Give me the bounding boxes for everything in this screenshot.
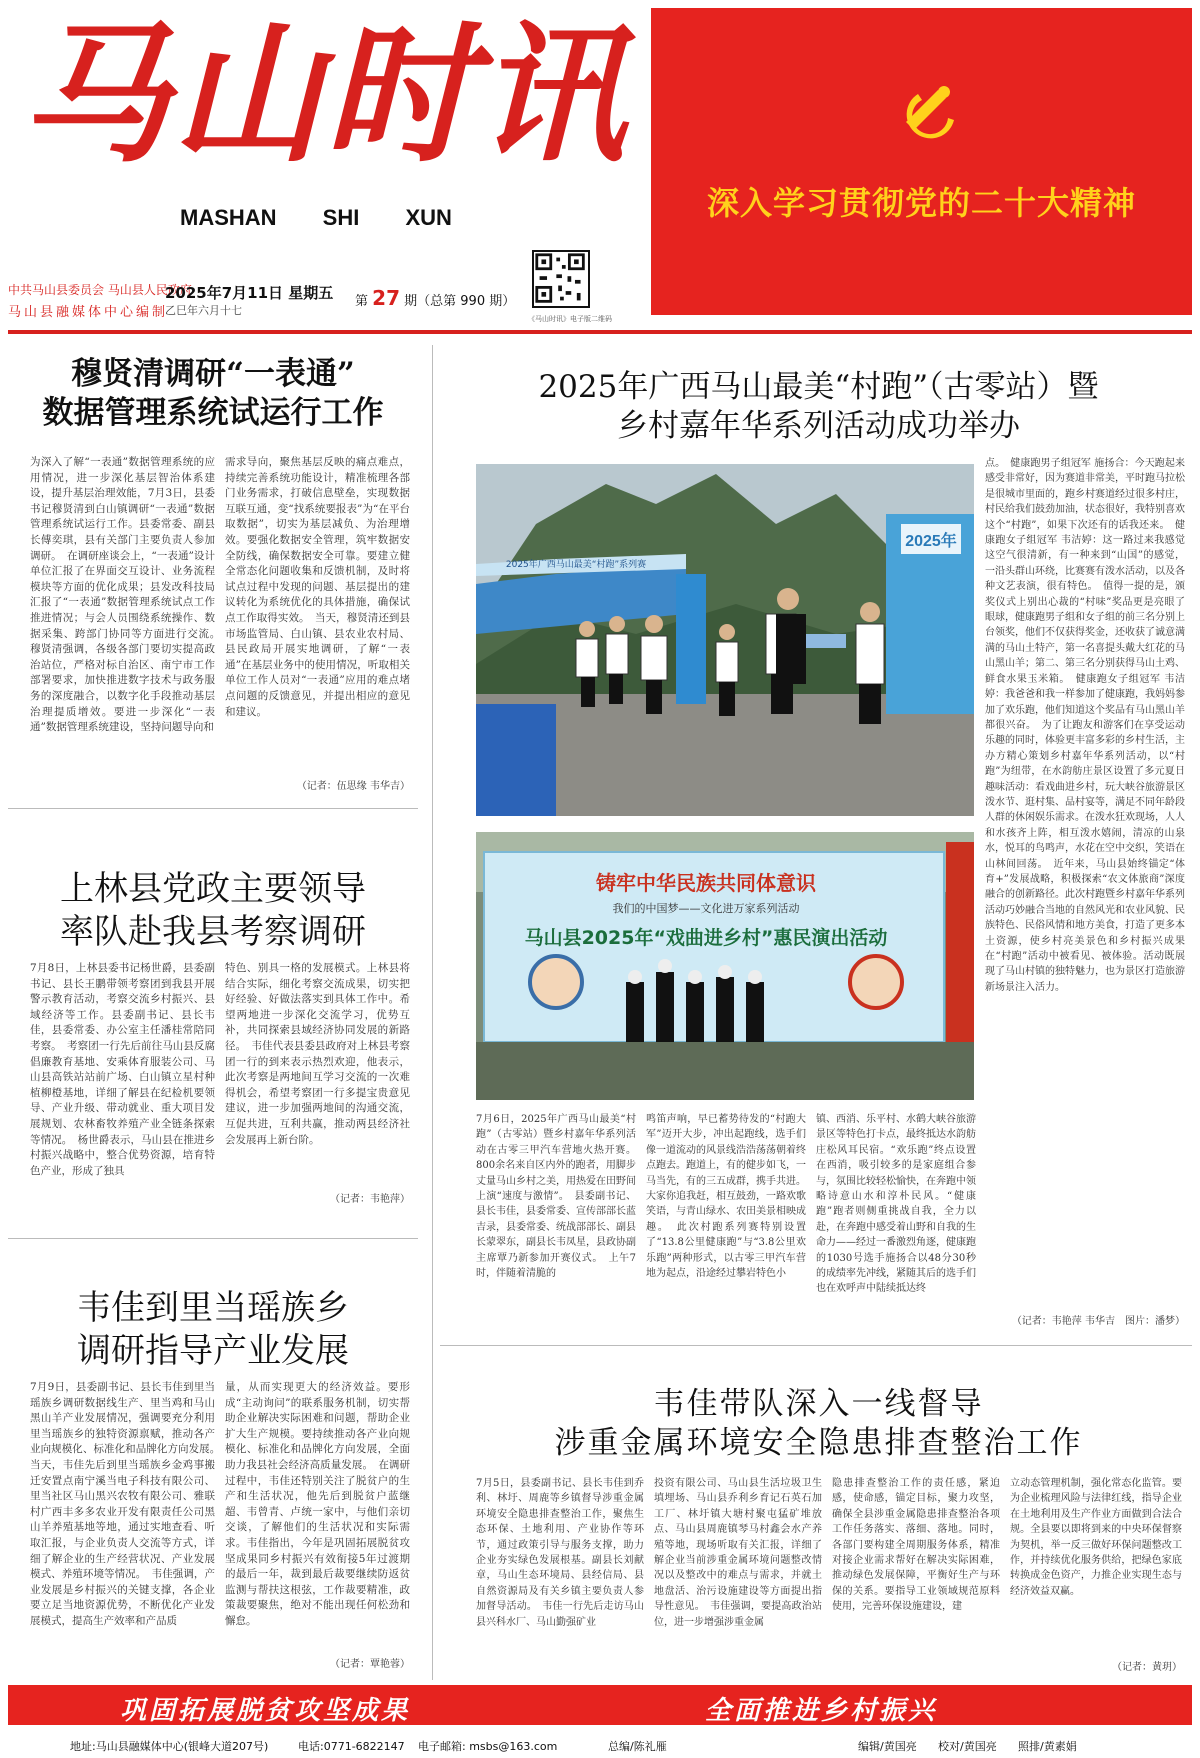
article-body-column: 7月5日，县委副书记、县长韦佳到乔利、林圩、周鹿等乡镇督导涉重金属环境安全隐患排查整治工作，聚焦生态环保、土地利用、产业协作等环节，通过政策引导与服务支撑，助力企业夯实绿色发展根基。副县长刘献章，马山生态环境局、县经信局、县自然资源局及有关乡镇主要负责人参加督导活动。 韦佳一行先后走访马山县兴科水厂、马山勤强矿业 (476, 1478, 644, 1628)
publisher-line: 中共马山县委员会 马山县人民政府 (8, 283, 192, 297)
article-title[interactable]: 韦佳到里当瑶族乡 调研指导产业发展 (77, 1288, 349, 1371)
footer-typesetter: 照排/黄素娟 (1018, 1740, 1077, 1753)
article-body-column: 镇、西消、乐平村、水鹤大峡谷旅游景区等特色打卡点，最终抵达水韵舫庄松风耳民宿。“欢乐跑”终点设置在西消，吸引较多的是家庭组合参与，氛围比较轻松愉快，在奔跑中领略诗意山水和淳朴民风。“健康跑”跑者则侧重挑战自我，全力以赴，在奔跑中感受着山野和自我的生命力——经过一番激烈角逐，健康跑的1030号选手施扬合以48分30秒的成绩率先冲线，紧随其后的选手们也在欢呼声中陆续抵达终 (816, 1114, 976, 1295)
article-byline: （记者：伍思缘 韦华吉） (296, 781, 410, 792)
stage-slogan-text: 铸牢中华民族共同体意识 (596, 871, 816, 895)
article-body-column: 7月9日，县委副书记、县长韦佳到里当瑶族乡调研数据线生产、里当鸡和马山黑山羊产业发展情况，强调要充分利用里当瑶族乡的独特资源禀赋，推动各产业向规模化、标准化和品牌化方向发展。 当天，韦佳先后到里当瑶族乡金鸡事搬迁安置点南宁溪当电子科技有限公司、里当社区马山黑兴农牧有限公司、雅联村广西丰多多农业开发有限责任公司黑山羊养殖基地等地，通过实地查看、听取汇报，与企业负责人交流等方式，详细了解企业的生产经营状况、产业发展模式、养殖环境等情况。 韦佳强调，产业发展是乡村振兴的关键支撑，各企业要立足当地资源优势，不断优化产业发展模式，提高生产效率和产品质 (30, 1381, 226, 1627)
footer (8, 1733, 1192, 1758)
footer-address: 地址:马山县融媒体中心(银峰大道207号) (70, 1740, 269, 1753)
article-body-column: 隐患排查整治工作的责任感，紧迫感，使命感，锚定目标，聚力攻坚，确保全县涉重金属隐患排查整治各项工作任务落实、落细、落地。同时，各部门要构建全周期服务体系，精准对接企业需求帮好在解决实际困难，推动绿色发展保障，平衡好生产与环保的关系。要指导工业领域规范原料使用，完善环保设施建设，建 (832, 1478, 1000, 1613)
qr-caption: 《马山时讯》电子版二维码 (528, 315, 612, 323)
divider (440, 1345, 1192, 1346)
divider (8, 808, 418, 809)
article-body-column: 7月8日，上林县委书记杨世爵，县委副书记、县长王鹏带领考察团到我县开展警示教育活动，考察交流乡村振兴、县域经济等工作。县委副书记、县长韦佳，县委常委、办公室主任潘桂常陪同考察。 考察团一行先后前往马山县反腐倡廉教育基地、安乘体育服装公司、马山县高铁站站前广场、白山镇立星村种植柳橙基地，详细了解县在纪检机要领导、产业升级、带动就业、重大项目发展规划、农林畜牧养殖产业全链条探索等情况。 杨世爵表示，马山县在推进乡村振兴战略中，整合优势资源，培育特色产业，形成了独具 (30, 962, 215, 1177)
lead-article-title[interactable]: 2025年广西马山最美“村跑”（古零站）暨 乡村嘉年华系列活动成功举办 (538, 369, 1099, 444)
qr-code-icon[interactable] (532, 250, 590, 308)
article-body-column: 立动态管理机制，强化常态化监管。要为企业梳理风险与法律红线，指导企业在土地利用及生产作业方面做到合法合规。全县要以即将到来的中央环保督察为契机，举一反三做好环保问题整改工作，并持续优化服务供给，把绿色家底转换成金色资产，力推企业实现生态与经济效益双赢。 (1010, 1478, 1182, 1597)
footer-phone: 电话:0771-6822147 (298, 1740, 405, 1753)
footer-proofreader: 校对/黄国亮 (938, 1740, 997, 1753)
stage-subtitle-text: 我们的中国梦——文化进万家系列活动 (612, 902, 800, 915)
opera-photo (476, 832, 974, 1100)
article-body-column: 点。 健康跑男子组冠军 施扬合：今天跑起来感受非常好，因为赛道非常美，平时跑马拉松是很城市里面的，跑乡村赛道经过很多村庄，村民给我们鼓劲加油，状态很好，我特别喜欢这个“村跑”，如果下次还有的话我还来。 健康跑女子组冠军 韦洁婷：这一路过来我感觉这空气很清新，有一种来到“山国”的感觉，一沿头群山环绕，比赛赛有泼水活动，以及各种文艺表演，很有特色。 值得一提的是，颁奖仪式上别出心裁的“村味”奖品更是亮眼了眼球，健康跑男子组和女子组的前三名分别上台领奖，他们不仅获得奖金，还收获了诚意满满的马山土特产，第一名喜提头戴大红花的马山黑山羊；第二、第三名分别获得马山土鸡、鲜食水果玉米箱。 健康跑女子组冠军 韦洁婷：我爸爸和我一样参加了健康跑，我妈妈参加了欢乐跑，他们知道这个奖品有马山黑山羊都很兴奋。 为了让跑友和游客们在享受运动乐趣的同时，体验更丰富多彩的乡村生活，主办方精心策划乡村嘉年华系列活动，以“村跑”为纽带，在水韵舫庄景区设置了多元夏日趣味活动：看戏曲进乡村，玩大峡谷旅游景区泼水节、逛村集、品村宴等，满足不同年龄段人群的休闲娱乐需求。在泼水狂欢现场，人人和水孩齐上阵，相互泼水嬉闹，清凉的山泉水，悦耳的鸟鸣声，水花在空中交织，笑语在山林间回荡。 近年来，马山县始终锚定“体育+”发展战略，积极探索“农文体旅商”深度融合的创新路径。此次村跑暨乡村嘉年华系列活动巧妙融合当地的自然风光和农业风貌、民族特色、民俗风情和地方美食，打造了更多本土资源，使乡村亮美景色和乡村振兴成果在“村跑”活动中被看见、被体验。活动既展现了马山村镇的独特魅力，也为景区打造旅游新场景注入活力。 (985, 458, 1185, 993)
article-body-column: 鸣笛声响，早已蓄势待发的“村跑大军”迈开大步，冲出起跑线，选手们像一道流动的风景线浩浩荡荡朝着终点跑去。跑道上，有的健步如飞，一马当先，有的三五成群，携手共进。大家你追我赶，相互鼓劲，一路欢歌笑语，与青山绿水、农田美景相映成趣。 此次村跑系列赛特别设置了“13.8公里健康跑”与“3.8公里欢乐跑”两种形式，以古零三甲汽车营地为起点，沿途经过攀岩特色小 (646, 1114, 806, 1280)
article-body-column: 特色、别具一格的发展模式。上林县将结合实际，细化考察交流成果，切实把好经验、好做法落实到具体工作中。希望两地进一步深化交流学习，优势互补，共同探索县域经济协同发展的新路径。 韦佳代表县委县政府对上林县考察团一行的到来表示热烈欢迎，他表示，此次考察是两地间互学习交流的一次难得机会，希望考察团一行多提宝贵意见建议，进一步加强两地间的沟通交流，互促共进，互利共赢，推动两县经济社会发展再上新台阶。 (225, 962, 410, 1146)
article-byline: （记者：黄玥） (1112, 1662, 1182, 1673)
masthead-english-title: MASHAN SHI XUN (180, 205, 452, 230)
masthead-divider (8, 330, 1192, 334)
article-body-column: 7月6日，2025年广西马山最美“村跑”（古零站）暨乡村嘉年华系列活动在古零三甲汽车营地火热开赛。800余名来自区内外的跑者，用脚步丈量马山乡村之美，用热爱在田野间上演“速度与激情”。 县委副书记、县长韦佳，县委常委、宣传部部长蓝吉录，县委常委、统战部部长、副县长蒙翠东，副县长韦凤星，县政协副主席覃乃新参加开赛仪式。 上午7时，伴随着清脆的 (476, 1114, 636, 1280)
article-title[interactable]: 上林县党政主要领导 率队赴我县考察调研 (60, 869, 366, 952)
article-byline: （记者：韦艳萍） (330, 1194, 410, 1205)
banner-year-text: 2025年 (905, 533, 957, 550)
editor-line: 马山县融媒体中心编制 (8, 305, 169, 320)
stage-event-title-text: 马山县2025年“戏曲进乡村”惠民演出活动 (524, 927, 888, 949)
footer-editor: 编辑/黄国亮 (858, 1740, 917, 1753)
masthead-logo: 马山时讯 (20, 7, 629, 183)
slogan-panel (651, 8, 1192, 315)
divider (8, 1238, 418, 1239)
race-photo (476, 464, 974, 816)
article-body-column: 为深入了解“一表通”数据管理系统的应用情况，进一步深化基层智治体系建设，提升基层治理效能，7月3日，县委书记穆贤清到白山镇调研“一表通”数据管理系统试运行工作。县委常委、副县长傅奕琪，县有关部门主要负责人参加调研。 在调研座谈会上，“一表通”设计单位汇报了在界面交互设计、业务流程模块等方面的优化成果；县发改科技局汇报了“一表通”数据管理系统试点工作推进情况；与会人员围绕系统操作、数据采集、跨部门协同等方面进行交流。 穆贤清强调，各级各部门要切实提高政治站位，严格对标自治区、南宁市工作部署要求，加快推进数字技术与政务服务的深度融合，以数字化手段推动基层治理提质增效。要进一步深化“一表通”数据管理系统建设，坚持问题导向和 (30, 456, 226, 734)
footer-chief-editor: 总编/陈礼雁 (608, 1740, 667, 1753)
banner-slogan-left: 巩固拓展脱贫攻坚成果 (120, 1696, 411, 1726)
lunar-date: 乙巳年六月十七 (165, 304, 242, 317)
article-body-column: 投资有限公司、马山县生活垃圾卫生填埋场、马山县乔利乡育记石英石加工厂、林圩镇大塘村聚屯猛矿堆放点、马山县周鹿镇琴马村鑫会水产养殖等地，现场听取有关汇报，详细了解企业当前涉重金属环境问题整改情况以及整改中的难点与需求，并就土地盘活、治污设施建设等方面提出指导性意见。 韦佳强调，要提高政治站位，进一步增强涉重金属 (654, 1478, 822, 1628)
article-byline: （记者：覃艳蓉） (330, 1659, 410, 1670)
column-divider (432, 345, 433, 1680)
article-body-column: 需求导向，聚焦基层反映的痛点难点，持续完善系统功能设计，精准梳理各部门业务需求，打破信息壁垒，实现数据互联互通，变“找系统要报表”为“在平台取数据”，切实为基层减负、为治理增效。要强化数据安全管理，筑牢数据安全防线，确保数据安全可靠。要建立健全常态化问题收集和反馈机制，及时将试点过程中发现的问题、基层提出的建议转化为系统优化的具体措施，确保试点工作取得实效。 当天，穆贤清还到县市场监管局、白山镇、县农业农村局、县民政局开展实地调研，了解“一表通”在基层业务中的使用情况，听取相关单位工作人员对“一表通”应用的难点堵点问题的反馈意见，并提出相应的意见和建议。 (225, 456, 410, 718)
race-photo-scene (476, 464, 974, 816)
opera-photo-scene (476, 832, 974, 1100)
issue-date: 2025年7月11日 星期五 (165, 284, 334, 302)
party-emblem-icon (898, 80, 962, 144)
article-body-column: 量，从而实现更大的经济效益。要形成“主动询问”的联系服务机制，切实帮助企业解决实际困难和问题，帮助企业扩大生产规模。要持续推动各产业向规模化、标准化和品牌化方向发展，全面助力我县社会经济高质量发展。 在调研过程中，韦佳还特别关注了脱贫户的生产和生活状况，他先后到脱贫户蓝继超、韦曾青、卢统一家中，与他们亲切交谈，了解他们的生活状况和实际需求。韦佳指出，今年是巩固拓展脱贫攻坚成果同乡村振兴有效衔接5年过渡期的最后一年，裁到最后裁要继续防返贫监测与帮扶这根弦，工作裁要精准，政策裁要聚焦，绝对不能出现任何松劲和懈怠。 (225, 1381, 410, 1627)
article-byline: （记者：韦艳萍 韦华吉 图片：潘梦） (1011, 1316, 1185, 1327)
issue-number: 第 27 期（总第 990 期） (355, 286, 516, 310)
footer-email[interactable]: 电子邮箱: msbs@163.com (418, 1740, 558, 1753)
arch-banner-text: 2025年广西马山最美“村跑”系列赛 (505, 560, 647, 570)
article-title[interactable]: 韦佳带队深入一线督导 涉重金属环境安全隐患排查整治工作 (554, 1386, 1083, 1461)
slogan-text: 深入学习贯彻党的二十大精神 (706, 184, 1136, 222)
banner-slogan-right: 全面推进乡村振兴 (705, 1696, 938, 1726)
article-title[interactable]: 穆贤清调研“一表通” 数据管理系统试运行工作 (42, 356, 384, 431)
